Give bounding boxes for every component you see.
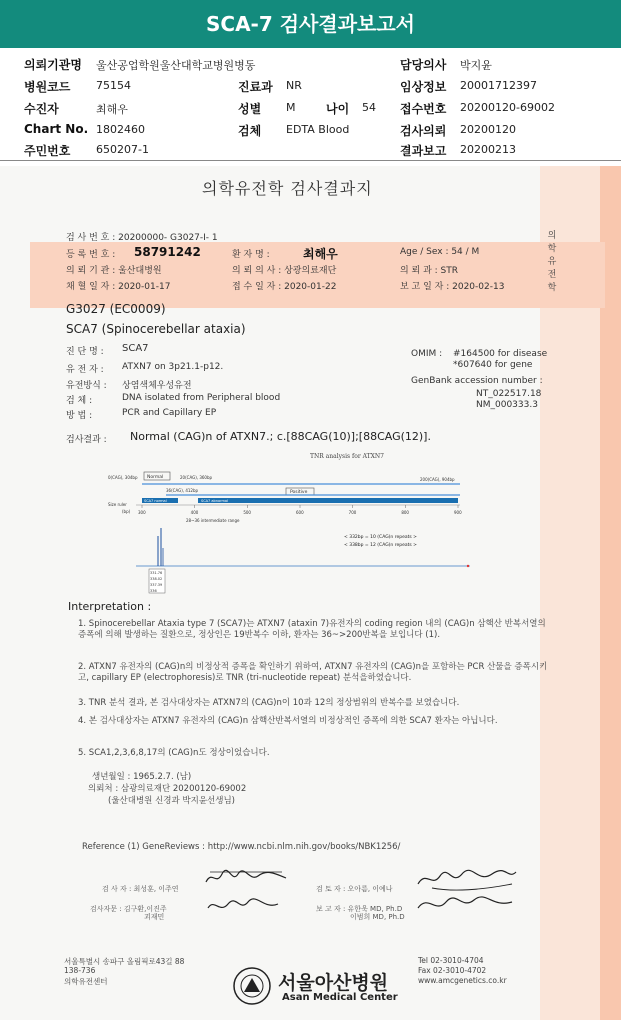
- reg-no: 58791242: [134, 245, 201, 259]
- omim-disease: #164500 for disease: [453, 349, 548, 359]
- peak-size-2: 338.02: [150, 577, 163, 581]
- birth-date: 생년월일 : 1965.2.7. (남): [92, 772, 192, 782]
- clinical-label: 임상정보: [400, 80, 447, 94]
- omim-label: OMIM :: [411, 349, 443, 359]
- institution-label: 의뢰기관명: [24, 58, 82, 72]
- tester: 검 사 자 : 최성훈, 이주연: [102, 885, 179, 893]
- collect-date: 채 혈 일 자 : 2020-01-17: [66, 282, 171, 292]
- hospital-name-en: Asan Medical Center: [282, 992, 398, 1003]
- doc-dept: 의 뢰 과 : STR: [400, 266, 459, 276]
- doc-patient-label: 환 자 명 :: [232, 250, 270, 260]
- dept-label: 진료과: [238, 80, 273, 94]
- positive-label: Positive: [290, 490, 308, 495]
- hospital-code-label: 병원코드: [24, 80, 71, 94]
- request-value: 20200120: [460, 123, 516, 136]
- normal-label: Normal: [147, 475, 164, 480]
- checker: 검 토 자 : 오아름, 이예나: [316, 885, 393, 893]
- label-0cag: 0(CAG), 304bp: [108, 475, 138, 480]
- rrn-label: 주민번호: [24, 144, 71, 158]
- tick-group: [138, 505, 462, 515]
- result-date-value: 20200213: [460, 143, 516, 156]
- ruler-tick-label: 400: [190, 510, 199, 515]
- gene-label: 유 전 자 :: [66, 365, 104, 375]
- specimen-value: EDTA Blood: [286, 123, 350, 136]
- genbank-nm: NM_000333.3: [476, 400, 538, 410]
- receipt-no-value: 20200120-69002: [460, 101, 555, 114]
- tester-signature: [202, 866, 292, 890]
- sca7-normal-label: SCA7 normal: [144, 499, 167, 503]
- report-header: [0, 48, 621, 160]
- method-value: PCR and Capillary EP: [122, 408, 217, 418]
- doc-specimen-label: 검 체 :: [66, 396, 93, 406]
- peak-size-3: 337.39: [150, 583, 163, 587]
- doc-title: 의학유전학 검사결과지: [202, 179, 373, 198]
- doc-patient: 최해우: [303, 247, 338, 261]
- rrn-value: 650207-1: [96, 143, 149, 156]
- intermediate-label: 28~36 intermediate range: [186, 518, 240, 523]
- result-date-label: 결과보고: [400, 144, 447, 158]
- sex-value: M: [286, 101, 296, 114]
- peak-label-1: < 332bp = 10 (CAG)n repeats >: [344, 535, 417, 540]
- ruler-tick-label: 700: [348, 510, 357, 515]
- institution-value: 울산공업학원울산대학교병원병동: [96, 59, 256, 72]
- dept-value: NR: [286, 79, 302, 92]
- header-divider: [0, 160, 621, 161]
- label-200cag: 200(CAG), 904bp: [420, 477, 455, 482]
- peak-size-1: 331.76: [150, 571, 163, 575]
- genbank-label: GenBank accession number :: [411, 376, 543, 386]
- ruler-tick-label: 800: [401, 510, 409, 515]
- test-no: 검 사 번 호 : 20200000- G3027-I- 1: [66, 233, 218, 243]
- result-label: 검사결과 :: [66, 435, 107, 445]
- reference: Reference (1) GeneReviews : http://www.ncbi.nlm.nih.gov/books/NBK1256/: [82, 842, 401, 852]
- sca7-abnormal-bar: [198, 498, 458, 503]
- reporter: 보 고 자 : 유한욱 MD, Ph.D: [316, 905, 403, 913]
- hospital-name: 서울아산병원: [278, 972, 389, 994]
- result-value: Normal (CAG)n of ATXN7.; c.[88CAG(10)];[88CAG(12)].: [130, 430, 431, 443]
- inheritance-label: 유전방식 :: [66, 381, 107, 391]
- doc-institution: 의 뢰 기 관 : 울산대병원: [66, 266, 162, 276]
- tech-signature: [204, 894, 284, 918]
- diagnosis-value: SCA7: [122, 343, 149, 354]
- interp-p3: 3. TNR 분석 결과, 본 검사대상자는 ATXN7의 (CAG)n이 10과 12의 정상범위의 반복수를 보였습니다.: [78, 698, 460, 708]
- interp-p2: 2. ATXN7 유전자의 (CAG)n의 비정상적 증폭을 확인하기 위하여, ATXN7 유전자의 (CAG)n을 포함하는 PCR 산물을 증폭시키고, capillary EP (electrophoresis)로 TNR (tri-nucleotide repeat) 분석을하였습니다.: [78, 662, 548, 683]
- age-label: 나이: [326, 102, 350, 116]
- ruler-tick-label: 300: [138, 510, 146, 515]
- figure-title: TNR analysis for ATXN7: [310, 453, 384, 460]
- ruler-tick-label: 600: [296, 510, 304, 515]
- inheritance-value: 상염색체우성유전: [122, 381, 192, 391]
- clinical-value: 20001712397: [460, 79, 537, 92]
- tel: Tel 02-3010-4704: [418, 956, 484, 965]
- age-sex: Age / Sex : 54 / M: [400, 247, 480, 257]
- diagnosis-label: 진 단 명 :: [66, 347, 104, 357]
- report-date: 보 고 일 자 : 2020-02-13: [400, 282, 505, 292]
- label-20cag: 20(CAG), 360bp: [180, 475, 213, 480]
- peak-size-4: 336: [150, 589, 157, 593]
- hospital-code-value: 75154: [96, 79, 131, 92]
- chart-value: 1802460: [96, 123, 145, 136]
- reporter-2: 이범희 MD, Ph.D: [350, 913, 405, 921]
- size-unit: (bp): [122, 509, 131, 514]
- address-1: 서울특별시 송파구 올림픽로43길 88: [64, 957, 185, 966]
- receipt-date: 접 수 일 자 : 2020-01-22: [232, 282, 337, 292]
- age-value: 54: [362, 101, 376, 114]
- interp-p5: 5. SCA1,2,3,6,8,17의 (CAG)n도 정상이었습니다.: [78, 748, 270, 758]
- doctor-label: 담당의사: [400, 58, 447, 72]
- doctor-value: 박지윤: [460, 59, 492, 72]
- peak-label-2: < 338bp = 12 (CAG)n repeats >: [344, 543, 417, 548]
- patient-value: 최해우: [96, 103, 128, 116]
- checker-signature: [412, 866, 522, 894]
- address-2: 138-736: [64, 966, 96, 975]
- sca7-abnormal-label: SCA7 abnormal: [201, 499, 229, 503]
- interp-p1: 1. Spinocerebellar Ataxia type 7 (SCA7)는 ATXN7 (ataxin 7)유전자의 coding region 내의 (CAG)n 삼핵산 반복서열의 증폭에 의해 발생하는 질환으로, 정상인은 19반복수 이하, 환자는 36~>200반복을 보입니다 (1).: [78, 619, 546, 640]
- test-name: SCA7 (Spinocerebellar ataxia): [66, 322, 246, 336]
- report-title: SCA-7 검사결과보고서: [0, 0, 621, 48]
- tnr-figure: [100, 448, 480, 598]
- trace-end-marker: [467, 565, 469, 567]
- asan-seal-icon: [232, 966, 272, 1006]
- receipt-no-label: 접수번호: [400, 102, 447, 116]
- interp-p4: 4. 본 검사대상자는 ATXN7 유전자의 (CAG)n 삼핵산반복서열의 비정상적인 증폭에 의한 SCA7 환자는 아닙니다.: [78, 716, 498, 726]
- doc-doctor: 의 뢰 의 사 : 상광의료재단: [232, 266, 337, 276]
- ruler-tick-label: 900: [454, 510, 462, 515]
- gene-value: ATXN7 on 3p21.1-p12.: [122, 362, 224, 372]
- request-label: 검사의뢰: [400, 124, 447, 138]
- reg-no-label: 등 록 번 호 :: [66, 250, 116, 260]
- omim-gene: *607640 for gene: [453, 360, 533, 370]
- doc-specimen-value: DNA isolated from Peripheral blood: [122, 393, 281, 403]
- fax: Fax 02-3010-4702: [418, 966, 487, 975]
- size-ruler-label: Size ruler: [108, 502, 127, 507]
- method-label: 방 법 :: [66, 411, 93, 421]
- tech-advisor-2: 괴재민: [144, 913, 165, 921]
- tech-advisor: 검사자문 : 김구환,이진주: [90, 905, 167, 913]
- side-label: 의 학 유 전 학: [547, 231, 557, 293]
- ruler-tick-label: 500: [243, 510, 251, 515]
- test-code: G3027 (EC0009): [66, 302, 166, 316]
- genbank-nt: NT_022517.18: [476, 389, 542, 399]
- patient-label: 수진자: [24, 102, 59, 116]
- label-36cag: 36(CAG), 412bp: [166, 488, 199, 493]
- scanned-report: [0, 166, 621, 1020]
- referrer-detail: (울산대병원 신경과 박지윤선생님): [108, 796, 235, 806]
- specimen-label: 검체: [238, 124, 262, 138]
- center-name: 의학유전센터: [64, 977, 108, 986]
- chart-label: Chart No.: [24, 122, 89, 136]
- interpretation-heading: Interpretation :: [68, 600, 152, 613]
- sex-label: 성별: [238, 102, 262, 116]
- reporter-signature: [412, 892, 522, 918]
- referrer: 의뢰처 : 삼광의료재단 20200120-69002: [88, 784, 247, 794]
- website: www.amcgenetics.co.kr: [418, 976, 507, 985]
